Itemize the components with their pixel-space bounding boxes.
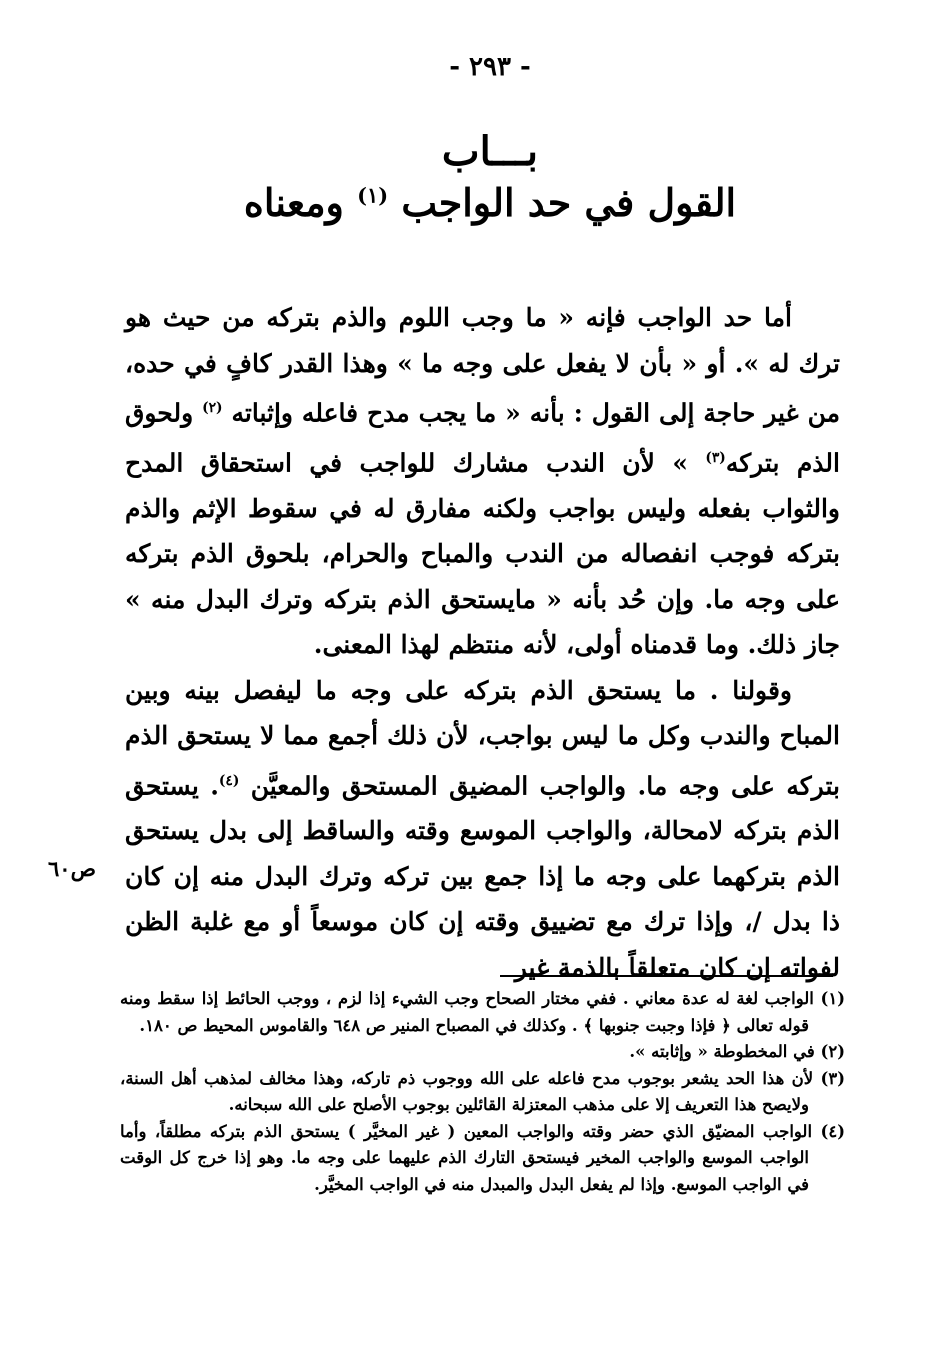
chapter-title: [0, 180, 950, 225]
paragraph-2-part-a: وقولنا . ما يستحق الذم بتركه على وجه ما ليفصل بينه وبين المباح والندب وكل ما ليس بواجب، لأن ذلك أجمع مما لا يستحق الذم بتركه على وجه ما. والواجب المضيق المستحق والمعيَّن: [125, 675, 840, 800]
paragraph-1-part-a: أما حد الواجب فإنه « ما وجب اللوم والذم بتركه من حيث هو ترك له ». أو « بأن لا يفعل على وجه ما » وهذا القدر كافٍ في حده، من غير حاجة إلى القول : بأنه « ما يجب مدح فاعله وإثباته: [125, 303, 840, 428]
body-text: [125, 295, 840, 990]
paragraph-2-part-b: . يستحق الذم بتركه لامحالة، والواجب الموسع وقته والساقط إلى بدل يستحق الذم بتركهما على وجه ما إذا جمع بين تركه وترك البدل منه إن كان ذا بدل /، وإذا ترك مع تضييق وقته إن كان موسعاً أو مع غلبة الظن لفواته إن كان متعلقاً بالذمة غير: [125, 770, 840, 982]
footnote-ref-3: (٣): [705, 449, 726, 466]
paragraph-2: [125, 668, 840, 991]
chapter-title-text: القول في حد الواجب: [401, 180, 737, 225]
footnote-4: (٤) الواجب المضيّق الذي حضر وقته والواجب المعين ( غير المخيَّر ) يستحق الذم بتركه مطلقاً، وأما الواجب الموسع والواجب المخير فيستحق التارك الذم عليهما على وجه ما. وهو إذا خرج كل الوقت في الواجب الموسع. وإذا لم يفعل البدل والمبدل منه في الواجب المخيَّر.: [120, 1121, 845, 1194]
footnote-ref-4: (٤): [218, 772, 240, 789]
footnote-divider: [500, 975, 833, 977]
footnotes: [120, 986, 845, 1198]
footnote-ref-2: (٢): [202, 400, 223, 416]
footnote-3: (٣) لأن هذا الحد يشعر بوجوب مدح فاعله على الله ووجوب ذم تاركه، وهذا مخالف لمذهب أهل السنة، ولايصح هذا التعريف إلا على مذهب المعتزلة القائلين بوجوب الأصلح على الله سبحانه.: [120, 1068, 845, 1114]
paragraph-1: [125, 295, 840, 668]
chapter-title-text-end: ومعناه: [243, 180, 344, 225]
page-number: - ٢٩٣ -: [449, 52, 531, 82]
paragraph-1-part-c: » لأن الندب مشارك للواجب في استحقاق المدح والثواب بفعله وليس بواجب ولكنه مفارق له في سقوط الإثم والذم بتركه فوجب انفصاله من الندب والمباح والحرام، بلحوق الذم بتركه على وجه ما. وإن حُد بأنه « مايستحق الذم بتركه وترك البدل منه » جاز ذلك. وما قدمناه أولى، لأنه منتظم لهذا المعنى.: [125, 448, 840, 660]
chapter-heading: بـــاب: [441, 128, 539, 175]
footnote-1: (١) الواجب لغة له عدة معاني . ففي مختار الصحاح وجب الشيء إذا لزم ، ووجب الحائط إذا سقط ومنه قوله تعالى ﴿ فإذا وجبت جنوبها ﴾ . وكذلك في المصباح المنير ص ٦٤٨ والقاموس المحيط ص ١٨٠.: [120, 989, 845, 1035]
footnote-2: (٢) في المخطوطة « وإثابته ».: [629, 1042, 845, 1061]
paragraph-1-part-b: ولحوق الذم بتركه: [125, 398, 840, 478]
manuscript-page-marker: ص٦٠: [48, 856, 96, 881]
footnote-ref-1: (١): [357, 182, 389, 208]
